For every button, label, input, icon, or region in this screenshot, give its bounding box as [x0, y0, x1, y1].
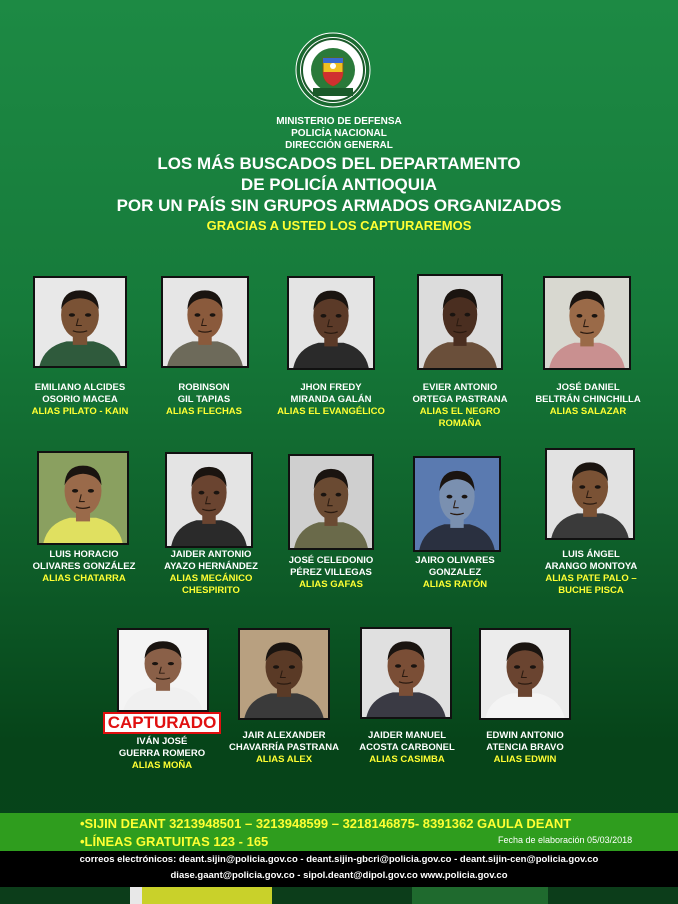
person-name-line-1: EVIER ANTONIO: [422, 382, 498, 393]
police-seal-logo: [295, 32, 371, 108]
person-name-line-1: ROBINSON: [178, 382, 230, 393]
person-name-line-2: ACOSTA CARBONEL: [359, 742, 455, 753]
person-name-line-1: JOSÉ CELEDONIO: [288, 555, 374, 566]
person-alias: ALIAS EDWIN: [493, 754, 557, 765]
person-alias: ALIAS SALAZAR: [549, 406, 627, 417]
emails-line-1: correos electrónicos: deant.sijin@policia.gov.co - deant.sijin-gbcri@policia.gov.co - deant.sijin-cen@policia.gov.co: [79, 854, 599, 865]
person-name-line-2: OSORIO MACEA: [42, 394, 118, 405]
person-alias: ALIAS ALEX: [255, 754, 313, 765]
mugshot-photo: [161, 276, 249, 368]
mugshot-photo: [479, 628, 571, 720]
mugshot-photo: [545, 448, 635, 540]
person-alias: ALIAS PILATO - KAIN: [31, 406, 129, 417]
person-alias: ALIAS MOÑA: [131, 760, 193, 771]
mugshot-photo: [287, 276, 375, 370]
person-alias: ALIAS RATÓN: [422, 579, 488, 590]
mugshot-photo: [165, 452, 253, 548]
ministry-line: MINISTERIO DE DEFENSA: [276, 116, 402, 127]
person-alias: ALIAS PATE PALO –: [545, 573, 637, 584]
person-name-line-1: IVÁN JOSÉ: [136, 736, 188, 747]
person-alias-line-2: BUCHE PISCA: [558, 585, 624, 596]
person-name-line-1: JOSÉ DANIEL: [556, 382, 620, 393]
mugshot-photo: [37, 451, 129, 545]
captured-badge: CAPTURADO: [103, 712, 221, 734]
person-alias: ALIAS EL NEGRO: [419, 406, 501, 417]
person-name-line-2: OLIVARES GONZÁLEZ: [32, 561, 136, 572]
person-name-line-1: EMILIANO ALCIDES: [34, 382, 126, 393]
person-name-line-2: ARANGO MONTOYA: [544, 561, 638, 572]
mugshot-photo: [288, 454, 374, 550]
person-name-line-2: GUERRA ROMERO: [118, 748, 206, 759]
bottom-stripe: [0, 887, 678, 904]
person-alias: ALIAS EL EVANGÉLICO: [277, 406, 385, 417]
title-line-3: POR UN PAÍS SIN GRUPOS ARMADOS ORGANIZADOS: [116, 196, 562, 215]
person-name-line-2: PÉREZ VILLEGAS: [290, 567, 372, 578]
person-name-line-1: LUIS HORACIO: [49, 549, 119, 560]
mugshot-photo: [543, 276, 631, 370]
person-alias: ALIAS MECÁNICO: [169, 573, 253, 584]
person-alias: ALIAS GAFAS: [299, 579, 363, 590]
direction-line: DIRECCIÓN GENERAL: [285, 140, 393, 151]
mugshot-photo: [413, 456, 501, 552]
slogan: GRACIAS A USTED LOS CAPTURAREMOS: [206, 218, 472, 233]
person-name-line-1: JHON FREDY: [300, 382, 362, 393]
person-name-line-2: GIL TAPIAS: [177, 394, 231, 405]
date-elaboration: Fecha de elaboración 05/03/2018: [498, 835, 633, 845]
person-name-line-1: JAIDER ANTONIO: [170, 549, 252, 560]
title-line-1: LOS MÁS BUSCADOS DEL DEPARTAMENTO: [157, 154, 521, 173]
person-name-line-2: CHAVARRÍA PASTRANA: [229, 742, 339, 753]
person-alias: ALIAS CASIMBA: [369, 754, 445, 765]
person-alias-line-2: ROMAÑA: [438, 418, 482, 429]
person-name-line-2: AYAZO HERNÁNDEZ: [164, 561, 258, 572]
emails-line-2: diase.gaant@policia.gov.co - sipol.deant@dipol.gov.co www.policia.gov.co: [170, 870, 508, 881]
free-lines: •LÍNEAS GRATUITAS 123 - 165: [80, 834, 269, 849]
title-line-2: DE POLICÍA ANTIOQUIA: [240, 175, 438, 194]
person-name-line-1: JAIR ALEXANDER: [242, 730, 326, 741]
police-line: POLICÍA NACIONAL: [291, 128, 387, 139]
person-name-line-2: ATENCIA BRAVO: [486, 742, 564, 753]
person-name-line-1: JAIRO OLIVARES: [415, 555, 495, 566]
person-alias-line-2: CHESPIRITO: [182, 585, 240, 596]
mugshot-photo: [117, 628, 209, 712]
person-name-line-2: ORTEGA PASTRANA: [412, 394, 508, 405]
person-name-line-1: EDWIN ANTONIO: [486, 730, 564, 741]
person-name-line-2: MIRANDA GALÁN: [290, 394, 372, 405]
person-alias: ALIAS CHATARRA: [42, 573, 126, 584]
person-alias: ALIAS FLECHAS: [166, 406, 242, 417]
phone-numbers: •SIJIN DEANT 3213948501 – 3213948599 – 3218146875- 8391362 GAULA DEANT: [80, 816, 572, 831]
person-name-line-1: JAIDER MANUEL: [367, 730, 447, 741]
mugshot-photo: [360, 627, 452, 719]
mugshot-photo: [417, 274, 503, 370]
person-name-line-1: LUIS ÁNGEL: [562, 549, 620, 560]
person-name-line-2: BELTRÁN CHINCHILLA: [535, 394, 641, 405]
mugshot-photo: [238, 628, 330, 720]
mugshot-photo: [33, 276, 127, 368]
person-name-line-2: GONZALEZ: [428, 567, 482, 578]
